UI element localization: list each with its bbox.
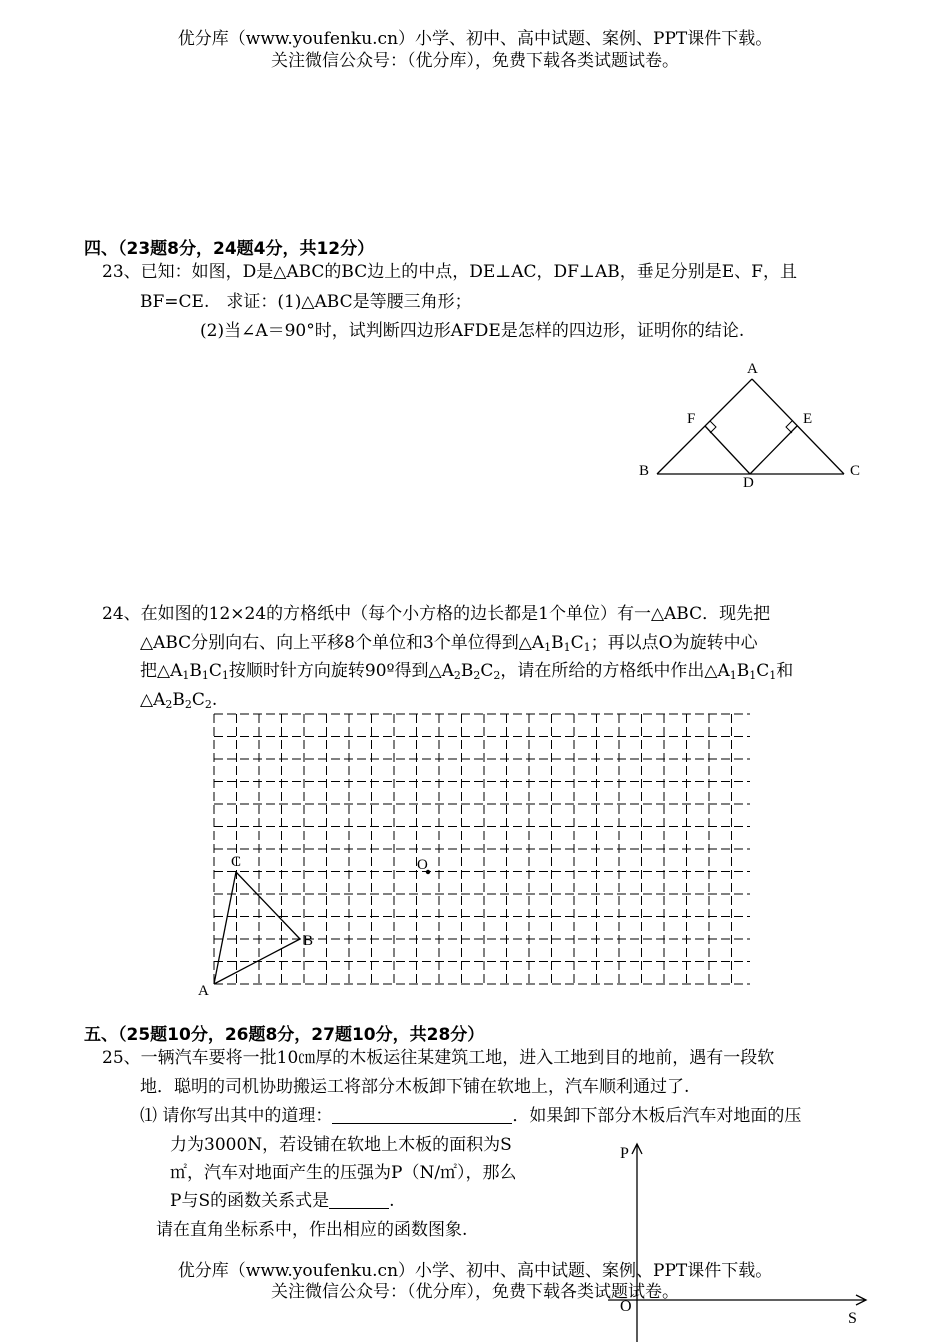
q25-line-3: ⑴ 请你写出其中的道理： ．如果卸下部分木板后汽车对地面的压	[140, 1106, 802, 1126]
q25-line-2: 地．聪明的司机协助搬运工将部分木板卸下铺在软地上，汽车顺利通过了.	[140, 1077, 690, 1097]
q25-coordinate-axes	[600, 1138, 900, 1342]
header-line-2: 关注微信公众号：（优分库），免费下载各类试题试卷。	[271, 51, 679, 71]
q23-line-2: BF=CE. 求证：(1)△ABC是等腰三角形；	[140, 292, 472, 312]
point-label-c: C	[231, 854, 242, 870]
segment-de	[750, 426, 797, 474]
footer-line-1: 优分库（www.youfenku.cn）小学、初中、高中试题、案例、PPT课件下载。	[177, 1261, 773, 1281]
triangle-side-ac	[214, 872, 236, 984]
label-e: E	[803, 411, 813, 427]
q24-line-4: $\triangle A_2B_2C_2$.	[140, 690, 218, 711]
q25-line-7: 请在直角坐标系中，作出相应的函数图象.	[156, 1220, 468, 1240]
segment-df	[705, 426, 750, 474]
q23-line-1: 23、已知：如图，D是△ABC的BC边上的中点，DE⊥AC，DF⊥AB，垂足分别是E、F，且	[102, 262, 797, 282]
q23-triangle-figure	[630, 355, 870, 495]
header-line-1: 优分库（www.youfenku.cn）小学、初中、高中试题、案例、PPT课件下载。	[177, 29, 773, 49]
point-label-o: O	[417, 857, 428, 873]
answer-blank-function[interactable]	[329, 1190, 389, 1209]
q23-line-3: (2)当∠A＝90°时，试判断四边形AFDE是怎样的四边形，证明你的结论.	[200, 321, 745, 341]
axis-label-p: P	[620, 1145, 629, 1162]
point-label-a: A	[198, 983, 209, 999]
q24-line-2: △ABC分别向右、向上平移8个单位和3个单位得到$\triangle A_1B_1C_1$；再以点O为旋转中心	[140, 633, 758, 654]
q25-line-1: 25、一辆汽车要将一批10㎝厚的木板运往某建筑工地，进入工地到目的地前，遇有一段软	[102, 1048, 775, 1068]
section-4-title: 四、（23题8分，24题4分，共12分）	[84, 239, 375, 259]
side-ab	[657, 379, 752, 474]
side-ac	[752, 379, 844, 474]
q25-line-6: P与S的函数关系式是 .	[170, 1191, 395, 1211]
label-f: F	[687, 411, 696, 427]
q24-line-3: 把$\triangle A_1B_1C_1$按顺时针方向旋转90º得到$\triangle A_2B_2C_2$，请在所给的方格纸中作出$\triangle A_1B_1C_1$和	[140, 661, 794, 682]
q25-line-4: 力为3000N，若设铺在软地上木板的面积为S	[170, 1135, 512, 1155]
axis-label-origin: O	[620, 1298, 632, 1315]
right-angle-mark-f	[710, 421, 716, 433]
answer-blank-reason[interactable]	[332, 1105, 512, 1124]
axis-label-s: S	[848, 1310, 857, 1327]
q24-line-1: 24、在如图的12×24的方格纸中（每个小方格的边长都是1个单位）有一△ABC．现先把	[102, 604, 771, 624]
footer-line-2: 关注微信公众号：（优分库），免费下载各类试题试卷。	[271, 1282, 679, 1302]
label-d: D	[743, 475, 754, 491]
section-5-title: 五、（25题10分，26题8分，27题10分，共28分）	[84, 1025, 485, 1045]
label-a: A	[747, 361, 758, 377]
label-b: B	[639, 463, 650, 479]
q24-grid-figure	[190, 708, 750, 1000]
label-c: C	[850, 463, 861, 479]
q25-line-5: ㎡，汽车对地面产生的压强为P（N/㎡），那么	[170, 1163, 517, 1183]
grid-lines	[214, 714, 750, 984]
point-label-b: B	[303, 933, 314, 949]
triangle-side-cb	[236, 872, 300, 939]
